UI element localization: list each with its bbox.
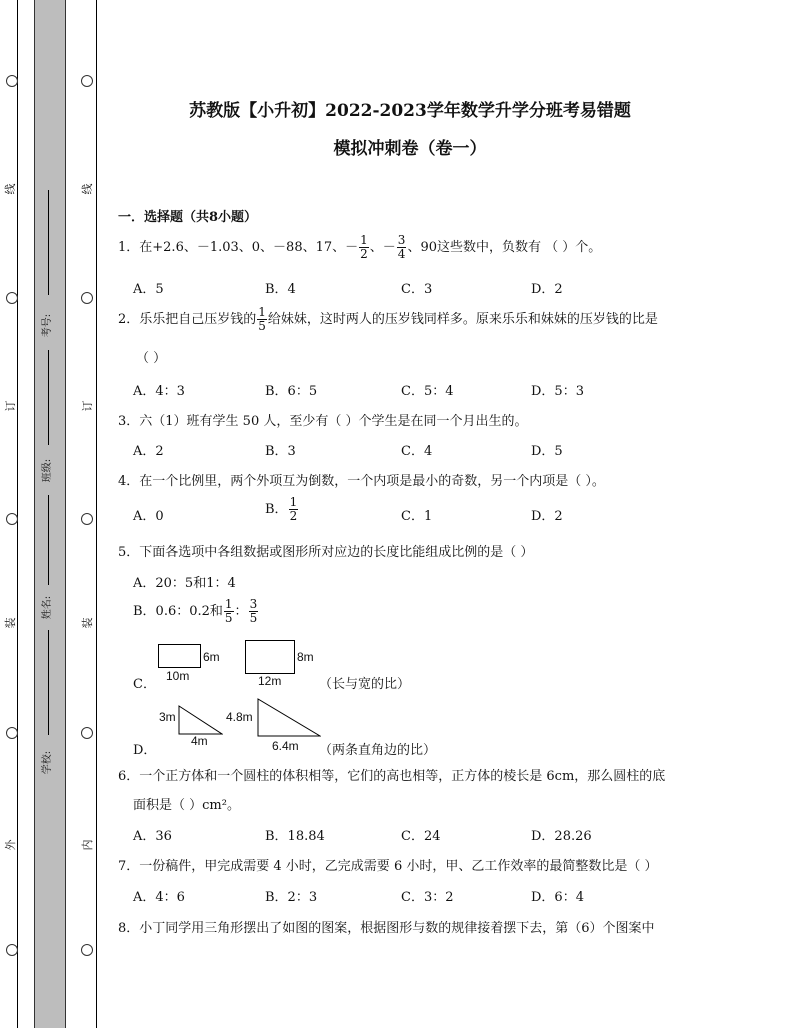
question-2-blank: （ ） — [136, 351, 167, 366]
binding-strip — [34, 0, 66, 1028]
binding-hole — [81, 944, 93, 956]
q6-option-b[interactable]: B．18.84 — [265, 829, 325, 844]
question-2-stem — [118, 306, 658, 333]
q2-text-b: 给妹妹，这时两人的压岁钱同样多。原来乐乐和妹妹的压岁钱的比是 — [267, 312, 658, 327]
q2-option-c[interactable]: C．5：4 — [401, 384, 454, 399]
inner-border-line — [96, 0, 97, 1028]
field-class-label: 班级: — [42, 458, 54, 483]
q5-option-d[interactable]: D． — [133, 743, 157, 758]
q1-text-a: 1．在+2.6、－1.03、0、－88、17、－ — [118, 240, 359, 255]
binding-hole — [6, 75, 18, 87]
q4-option-b-label: B． — [265, 502, 288, 517]
q5-option-a[interactable]: A．20：5和1：4 — [133, 576, 236, 591]
q5-option-c[interactable]: C． — [133, 677, 156, 692]
section-heading: 一．选择题（共8小题） — [118, 210, 258, 225]
field-name-label: 姓名: — [42, 595, 54, 620]
q3-option-a[interactable]: A．2 — [133, 444, 164, 459]
inner-mark-zhuang: 装 — [81, 617, 94, 629]
q5-tri-large-width: 6.4m — [272, 739, 299, 753]
q5-option-b[interactable] — [133, 598, 259, 625]
paper-title-line2: 模拟冲刺卷（卷一） — [333, 139, 487, 159]
outer-mark-zhuang: 装 — [4, 617, 17, 629]
q5-rect-large-width: 12m — [258, 674, 282, 688]
q6-option-a[interactable]: A．36 — [133, 829, 172, 844]
q5-rect-small-height: 6m — [203, 650, 220, 664]
q1-option-d[interactable]: D．2 — [531, 282, 563, 297]
q5-rect-small-width: 10m — [166, 669, 190, 683]
binding-hole — [6, 292, 18, 304]
q3-option-b[interactable]: B．3 — [265, 444, 296, 459]
binding-hole — [6, 513, 18, 525]
q7-option-c[interactable]: C．3：2 — [401, 890, 454, 905]
q2-option-a[interactable]: A．4：3 — [133, 384, 185, 399]
question-8-stem: 8．小丁同学用三角形摆出了如图的图案，根据图形与数的规律接着摆下去，第（6）个图案中 — [118, 921, 655, 936]
question-5-stem: 5．下面各选项中各组数据或图形所对应边的长度比能组成比例的是（ ） — [118, 545, 534, 560]
q6-option-d[interactable]: D．28.26 — [531, 829, 592, 844]
q5-triangle-small — [178, 705, 223, 735]
inner-mark-ding: 订 — [81, 400, 94, 412]
q2-option-b[interactable]: B．6：5 — [265, 384, 318, 399]
q1-fraction-2: $\frac{3}{4}$ — [397, 233, 406, 261]
q2-text-a: 2．乐乐把自己压岁钱的 — [118, 312, 257, 327]
q5-triangle-large — [257, 698, 321, 737]
q5-rect-large-height: 8m — [297, 650, 314, 664]
q7-option-d[interactable]: D．6：4 — [531, 890, 584, 905]
q5-option-b-fraction-2: $\frac{3}{5}$ — [249, 597, 258, 625]
q1-text-c: 、90这些数中，负数有 （ ）个。 — [407, 240, 602, 255]
binding-hole — [81, 292, 93, 304]
q1-text-b: 、－ — [369, 240, 396, 255]
q3-option-c[interactable]: C．4 — [401, 444, 433, 459]
binding-hole — [6, 727, 18, 739]
q5-option-b-colon: ： — [234, 604, 248, 619]
binding-hole — [81, 727, 93, 739]
binding-hole — [81, 75, 93, 87]
inner-mark-xian: 线 — [81, 183, 94, 195]
field-exam-number-line — [48, 190, 49, 295]
binding-hole — [81, 513, 93, 525]
q7-option-b[interactable]: B．2：3 — [265, 890, 318, 905]
q1-option-b[interactable]: B．4 — [265, 282, 296, 297]
q4-option-b-fraction: $\frac{1}{2}$ — [289, 495, 298, 523]
q6-option-c[interactable]: C．24 — [401, 829, 441, 844]
q4-option-a[interactable]: A．0 — [133, 509, 164, 524]
q5-option-b-text-a: B．0.6：0.2和 — [133, 604, 223, 619]
question-1-stem — [118, 234, 601, 261]
q1-option-c[interactable]: C．3 — [401, 282, 433, 297]
q5-option-b-fraction-1: $\frac{1}{5}$ — [224, 597, 233, 625]
question-6-stem: 6．一个正方体和一个圆柱的体积相等，它们的高也相等，正方体的棱长是 6cm，那么圆柱的底 — [118, 769, 666, 784]
q1-fraction-1: $\frac{1}{2}$ — [360, 233, 368, 261]
q3-option-d[interactable]: D．5 — [531, 444, 563, 459]
field-exam-number-label: 考号: — [42, 313, 54, 338]
binding-hole — [6, 944, 18, 956]
outer-border-line — [17, 0, 18, 1028]
field-school-line — [48, 630, 49, 735]
field-class-line — [48, 350, 49, 445]
q7-option-a[interactable]: A．4：6 — [133, 890, 185, 905]
question-4-stem: 4．在一个比例里，两个外项互为倒数，一个内项是最小的奇数，另一个内项是（ ）。 — [118, 474, 605, 489]
outer-mark-wai: 外 — [4, 839, 17, 851]
q2-fraction: $\frac{1}{5}$ — [258, 305, 266, 333]
q4-option-d[interactable]: D．2 — [531, 509, 563, 524]
q4-option-b[interactable] — [265, 496, 299, 523]
question-6-stem-cont: 面积是（ ）cm²。 — [133, 798, 240, 813]
inner-mark-nei: 内 — [81, 839, 94, 851]
field-school-label: 学校: — [42, 750, 54, 775]
q5-option-d-note: （两条直角边的比） — [319, 743, 437, 758]
outer-mark-ding: 订 — [4, 400, 17, 412]
q5-tri-small-width: 4m — [191, 734, 208, 748]
paper-title-line1: 苏教版【小升初】2022-2023学年数学升学分班考易错题 — [189, 101, 631, 121]
q1-option-a[interactable]: A．5 — [133, 282, 164, 297]
field-name-line — [48, 495, 49, 585]
q5-rectangle-small — [158, 644, 201, 668]
q5-rectangle-large — [245, 640, 295, 674]
q5-option-c-note: （长与宽的比） — [319, 677, 411, 692]
question-3-stem: 3．六（1）班有学生 50 人，至少有（ ）个学生是在同一个月出生的。 — [118, 414, 528, 429]
q4-option-c[interactable]: C．1 — [401, 509, 433, 524]
question-7-stem: 7．一份稿件，甲完成需要 4 小时，乙完成需要 6 小时，甲、乙工作效率的最简整数比是（ ） — [118, 859, 658, 874]
q5-tri-small-height: 3m — [159, 710, 176, 724]
q2-option-d[interactable]: D．5：3 — [531, 384, 584, 399]
outer-mark-xian: 线 — [4, 183, 17, 195]
q5-tri-large-height: 4.8m — [226, 710, 253, 724]
